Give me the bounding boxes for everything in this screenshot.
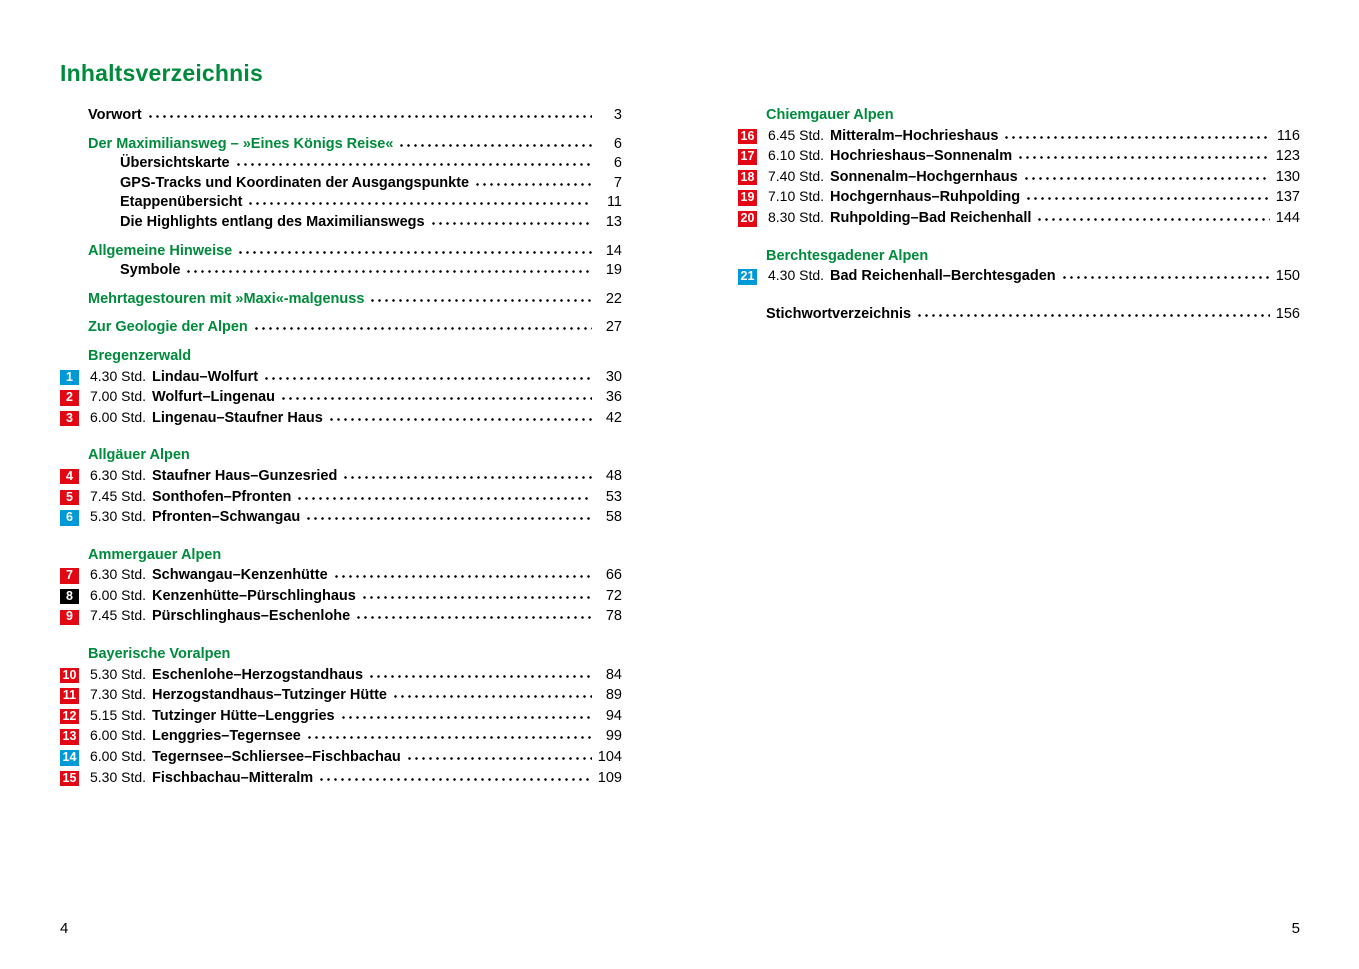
dot-leader	[307, 517, 592, 520]
section-heading	[60, 446, 622, 466]
entry-page-number: 22	[605, 290, 622, 307]
route-duration: 5.30 Std.	[90, 768, 147, 785]
dot-leader	[370, 675, 592, 678]
section-heading	[60, 347, 622, 367]
dot-leader	[918, 314, 1270, 317]
route-duration: 6.10 Std.	[768, 147, 825, 164]
entry-page-number: 130	[1275, 168, 1300, 185]
entry-page-number: 11	[606, 194, 622, 211]
route-number-badge: 3	[60, 411, 79, 427]
dot-leader	[149, 115, 592, 118]
toc-entry	[60, 606, 622, 627]
entry-page-number: 6	[613, 155, 622, 172]
dot-leader	[255, 327, 592, 330]
dot-leader	[1005, 136, 1270, 139]
dot-leader	[344, 476, 592, 479]
entry-label: Sonthofen–Pfronten	[152, 488, 292, 505]
entry-page-number: 6	[613, 135, 622, 152]
dot-leader	[249, 202, 592, 205]
dot-leader	[320, 778, 592, 781]
entry-label: Mehrtagestouren mit »Maxi«-malgenuss	[88, 290, 365, 307]
route-duration: 7.00 Std.	[90, 388, 147, 405]
route-duration: 5.30 Std.	[90, 508, 147, 525]
entry-label: Bad Reichenhall–Berchtesgaden	[830, 268, 1056, 285]
entry-label: Etappenübersicht	[120, 194, 243, 211]
toc-group	[60, 645, 622, 788]
dot-leader	[265, 377, 592, 380]
entry-page-number: 104	[597, 749, 622, 766]
toc-entry	[60, 586, 622, 607]
entry-page-number: 53	[605, 488, 622, 505]
entry-page-number: 94	[605, 707, 622, 724]
toc-entry	[738, 187, 1300, 208]
toc-column-left	[60, 106, 622, 806]
toc-entry	[60, 565, 622, 586]
entry-page-number: 99	[605, 728, 622, 745]
route-number-badge: 13	[60, 729, 79, 745]
entry-page-number: 14	[605, 242, 622, 259]
toc-group	[60, 446, 622, 527]
route-number-badge: 11	[60, 688, 79, 704]
route-duration: 6.30 Std.	[90, 566, 147, 583]
toc-group	[60, 546, 622, 627]
route-duration: 7.10 Std.	[768, 188, 825, 205]
entry-label: Allgemeine Hinweise	[88, 242, 233, 259]
route-number-badge: 19	[738, 190, 757, 206]
dot-leader	[1025, 177, 1270, 180]
entry-label: Hochrieshaus–Sonnenalm	[830, 148, 1013, 165]
entry-label: Symbole	[120, 262, 181, 279]
route-number-badge: 16	[738, 129, 757, 145]
route-number-badge: 20	[738, 211, 757, 227]
entry-page-number: 156	[1275, 305, 1300, 322]
toc-entry	[60, 507, 622, 528]
entry-label: Hochgernhaus–Ruhpolding	[830, 189, 1021, 206]
toc-entry	[60, 747, 622, 768]
route-duration: 8.30 Std.	[768, 208, 825, 225]
route-number-badge: 5	[60, 490, 79, 506]
entry-page-number: 137	[1275, 189, 1300, 206]
toc-entry	[60, 768, 622, 789]
dot-leader	[432, 222, 592, 225]
dot-leader	[1038, 218, 1270, 221]
entry-page-number: 66	[605, 567, 622, 584]
toc-group	[738, 106, 1300, 229]
entry-label: Mitteralm–Hochrieshaus	[830, 127, 999, 144]
route-number-badge: 17	[738, 149, 757, 165]
entry-label: Die Highlights entlang des Maximilianswegs	[120, 213, 425, 230]
entry-label: GPS-Tracks und Koordinaten der Ausgangspunkte	[120, 174, 470, 191]
route-duration: 4.30 Std.	[768, 267, 825, 284]
entry-label: Sonnenalm–Hochgernhaus	[830, 168, 1018, 185]
route-number-badge: 10	[60, 668, 79, 684]
toc-group	[60, 347, 622, 428]
toc-entry	[60, 106, 622, 126]
section-heading	[60, 645, 622, 665]
route-number-badge: 2	[60, 390, 79, 406]
dot-leader	[342, 716, 592, 719]
dot-leader	[371, 299, 592, 302]
toc-entry	[60, 135, 622, 155]
toc-entry	[60, 290, 622, 310]
entry-label: Kenzenhütte–Pürschlinghaus	[152, 587, 356, 604]
route-number-badge: 1	[60, 370, 79, 386]
route-number-badge: 21	[738, 269, 757, 285]
toc-group	[60, 318, 622, 338]
toc-entry	[738, 167, 1300, 188]
toc-column-right	[738, 106, 1300, 333]
toc-entry	[60, 193, 622, 213]
route-number-badge: 12	[60, 709, 79, 725]
entry-page-number: 36	[605, 389, 622, 406]
entry-label: Wolfurt–Lingenau	[152, 389, 275, 406]
route-number-badge: 7	[60, 568, 79, 584]
section-heading	[738, 106, 1300, 126]
route-duration: 5.15 Std.	[90, 706, 147, 723]
route-duration: 6.00 Std.	[90, 727, 147, 744]
dot-leader	[1063, 276, 1270, 279]
entry-label: Stichwortverzeichnis	[766, 305, 912, 322]
toc-entry	[738, 126, 1300, 147]
page-number-right: 5	[1291, 920, 1300, 937]
entry-label: Pürschlinghaus–Eschenlohe	[152, 608, 351, 625]
section-heading-label: Allgäuer Alpen	[88, 447, 190, 464]
route-duration: 6.00 Std.	[90, 586, 147, 603]
entry-label: Zur Geologie der Alpen	[88, 319, 248, 336]
page-number-left: 4	[60, 920, 69, 937]
section-heading	[60, 546, 622, 566]
toc-entry	[60, 726, 622, 747]
dot-leader	[1019, 156, 1270, 159]
entry-label: Lenggries–Tegernsee	[152, 728, 301, 745]
toc-group	[738, 247, 1300, 287]
toc-entry	[60, 213, 622, 233]
route-duration: 6.00 Std.	[90, 748, 147, 765]
toc-entry	[60, 318, 622, 338]
dot-leader	[357, 616, 592, 619]
route-number-badge: 9	[60, 610, 79, 626]
dot-leader	[308, 736, 592, 739]
entry-page-number: 19	[605, 262, 622, 279]
dot-leader	[476, 183, 592, 186]
entry-page-number: 144	[1275, 209, 1300, 226]
entry-page-number: 13	[605, 213, 622, 230]
entry-page-number: 3	[613, 107, 622, 123]
route-number-badge: 18	[738, 170, 757, 186]
entry-label: Staufner Haus–Gunzesried	[152, 467, 338, 484]
toc-entry	[60, 706, 622, 727]
toc-group	[60, 242, 622, 281]
section-heading-label: Ammergauer Alpen	[88, 546, 222, 563]
toc-entry	[60, 665, 622, 686]
dot-leader	[394, 695, 592, 698]
route-duration: 5.30 Std.	[90, 665, 147, 682]
entry-label: Vorwort	[88, 107, 142, 123]
entry-page-number: 78	[605, 608, 622, 625]
entry-label: Tegernsee–Schliersee–Fischbachau	[152, 749, 401, 766]
entry-page-number: 30	[605, 368, 622, 385]
entry-label: Tutzinger Hütte–Lenggries	[152, 707, 335, 724]
route-number-badge: 6	[60, 510, 79, 526]
entry-page-number: 27	[605, 319, 622, 336]
toc-entry	[60, 387, 622, 408]
entry-label: Pfronten–Schwangau	[152, 509, 301, 526]
toc-group	[60, 290, 622, 310]
dot-leader	[330, 418, 592, 421]
entry-label: Schwangau–Kenzenhütte	[152, 567, 328, 584]
toc-entry	[60, 174, 622, 194]
route-duration: 7.45 Std.	[90, 487, 147, 504]
entry-page-number: 116	[1276, 127, 1300, 144]
route-duration: 6.30 Std.	[90, 466, 147, 483]
page-title: Inhaltsverzeichnis	[60, 60, 264, 86]
route-number-badge: 14	[60, 750, 79, 766]
dot-leader	[363, 596, 592, 599]
route-duration: 6.45 Std.	[768, 126, 825, 143]
section-heading	[738, 247, 1300, 267]
toc-entry	[60, 685, 622, 706]
toc-entry	[738, 208, 1300, 229]
toc-entry	[60, 367, 622, 388]
section-heading-label: Bayerische Voralpen	[88, 646, 231, 663]
toc-entry	[738, 266, 1300, 287]
entry-page-number: 123	[1275, 148, 1300, 165]
toc-group	[60, 135, 622, 233]
route-number-badge: 15	[60, 771, 79, 787]
entry-label: Fischbachau–Mitteralm	[152, 769, 314, 786]
entry-label: Ruhpolding–Bad Reichenhall	[830, 209, 1032, 226]
entry-page-number: 150	[1275, 268, 1300, 285]
entry-page-number: 72	[605, 587, 622, 604]
entry-page-number: 7	[613, 174, 622, 191]
section-heading-label: Berchtesgadener Alpen	[766, 247, 929, 264]
route-number-badge: 8	[60, 589, 79, 605]
toc-group	[60, 106, 622, 126]
toc-entry	[60, 242, 622, 262]
entry-label: Herzogstandhaus–Tutzinger Hütte	[152, 687, 387, 704]
section-heading-label: Bregenzerwald	[88, 347, 192, 364]
toc-entry	[738, 146, 1300, 167]
dot-leader	[400, 144, 592, 147]
toc-entry	[60, 261, 622, 281]
toc-entry	[60, 408, 622, 429]
entry-label: Eschenlohe–Herzogstandhaus	[152, 666, 364, 683]
dot-leader	[408, 757, 592, 760]
entry-label: Lindau–Wolfurt	[152, 368, 259, 385]
toc-group	[738, 305, 1300, 325]
route-duration: 7.30 Std.	[90, 686, 147, 703]
entry-page-number: 89	[605, 687, 622, 704]
dot-leader	[1027, 197, 1270, 200]
entry-page-number: 42	[605, 409, 622, 426]
dot-leader	[298, 497, 592, 500]
route-duration: 4.30 Std.	[90, 367, 147, 384]
route-duration: 6.00 Std.	[90, 408, 147, 425]
entry-page-number: 58	[605, 509, 622, 526]
route-duration: 7.40 Std.	[768, 167, 825, 184]
dot-leader	[237, 163, 592, 166]
entry-page-number: 109	[597, 769, 622, 786]
route-number-badge: 4	[60, 469, 79, 485]
toc-entry	[60, 466, 622, 487]
route-duration: 7.45 Std.	[90, 607, 147, 624]
entry-label: Der Maximiliansweg – »Eines Königs Reise«	[88, 135, 394, 152]
toc-entry	[60, 154, 622, 174]
toc-entry	[60, 487, 622, 508]
section-heading-label: Chiemgauer Alpen	[766, 107, 894, 123]
dot-leader	[335, 575, 592, 578]
entry-page-number: 48	[605, 467, 622, 484]
dot-leader	[239, 251, 592, 254]
toc-entry	[738, 305, 1300, 325]
dot-leader	[282, 397, 592, 400]
dot-leader	[187, 270, 592, 273]
entry-label: Lingenau–Staufner Haus	[152, 409, 323, 426]
entry-label: Übersichtskarte	[120, 155, 230, 172]
entry-page-number: 84	[605, 666, 622, 683]
